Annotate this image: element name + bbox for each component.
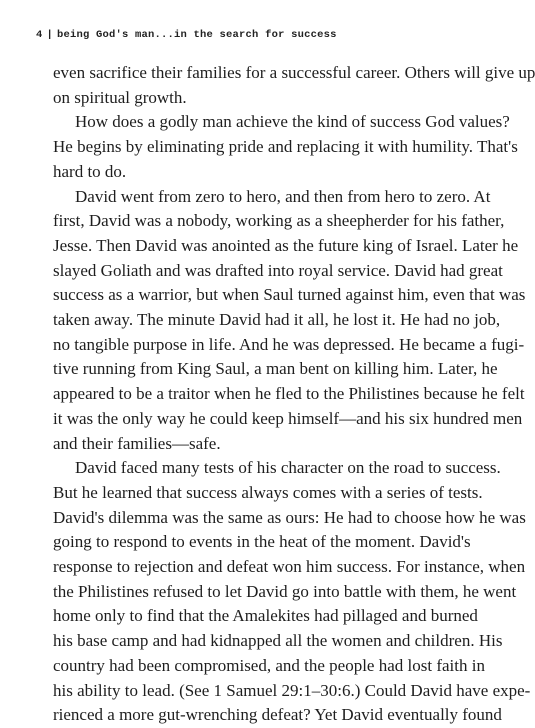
text-line: How does a godly man achieve the kind of success God values? xyxy=(75,112,510,132)
text-line: success as a warrior, but when Saul turned against him, even that was xyxy=(53,285,526,305)
text-line: hard to do. xyxy=(53,161,127,181)
text-line: the Philistines refused to let David go into battle with them, he went xyxy=(53,581,517,601)
text-line: David went from zero to hero, and then from hero to zero. At xyxy=(75,186,491,206)
running-header xyxy=(36,29,337,41)
text-line: slayed Goliath and was drafted into royal service. David had great xyxy=(53,260,503,280)
text-line: first, David was a nobody, working as a sheepherder for his father, xyxy=(53,211,505,231)
text-line: David faced many tests of his character on the road to success. xyxy=(75,458,501,478)
text-line: But he learned that success always comes with a series of tests. xyxy=(53,482,483,502)
paragraph xyxy=(31,110,518,184)
page-number: 4 xyxy=(36,29,43,41)
text-line: appeared to be a traitor when he fled to the Philistines because he felt xyxy=(53,384,525,404)
paragraph xyxy=(31,61,535,110)
text-line: and their families—safe. xyxy=(53,433,221,453)
body-text xyxy=(31,61,535,728)
text-line: tive running from King Saul, a man bent on killing him. Later, he xyxy=(53,359,498,379)
text-line: it was the only way he could keep himself—and his six hundred men xyxy=(53,408,523,428)
text-line: his ability to lead. (See 1 Samuel 29:1–30:6.) Could David have expe- xyxy=(53,680,531,700)
header-separator: | xyxy=(46,29,54,41)
paragraph xyxy=(31,456,531,728)
text-line: rienced a more gut-wrenching defeat? Yet David eventually found xyxy=(53,705,502,725)
text-line: He begins by eliminating pride and replacing it with humility. That's xyxy=(53,137,518,157)
text-line: his base camp and had kidnapped all the women and children. His xyxy=(53,631,503,651)
text-line: taken away. The minute David had it all, he lost it. He had no job, xyxy=(53,310,501,330)
text-line: country had been compromised, and the people had lost faith in xyxy=(53,655,485,675)
text-line: even sacrifice their families for a successful career. Others will give up xyxy=(53,63,535,82)
text-line: going to respond to events in the heat of the moment. David's xyxy=(53,532,471,552)
text-line: David's dilemma was the same as ours: He had to choose how he was xyxy=(53,507,526,527)
paragraph xyxy=(31,185,526,457)
text-line: no tangible purpose in life. And he was depressed. He became a fugi- xyxy=(53,334,525,354)
text-line: on spiritual growth. xyxy=(53,87,187,107)
text-line: Jesse. Then David was anointed as the future king of Israel. Later he xyxy=(53,235,519,255)
text-line: response to rejection and defeat won him success. For instance, when xyxy=(53,557,526,577)
running-title: being God's man...in the search for success xyxy=(57,29,337,41)
text-line: home only to find that the Amalekites had pillaged and burned xyxy=(53,606,478,626)
